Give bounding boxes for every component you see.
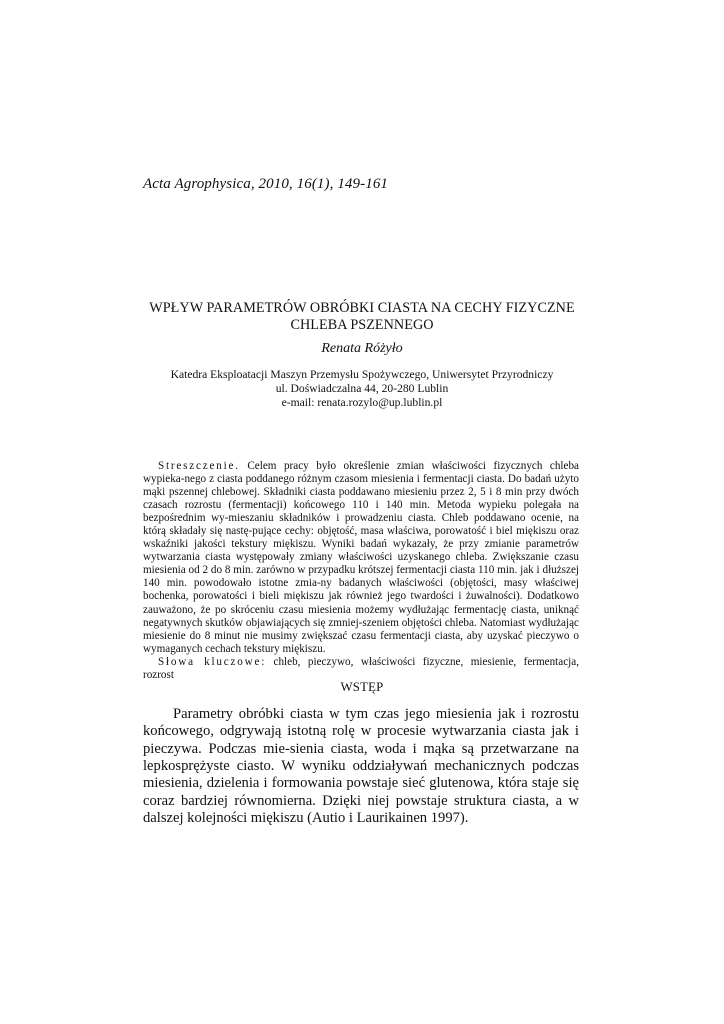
section-heading: WSTĘP (340, 680, 384, 694)
article-title-line-1: WPŁYW PARAMETRÓW OBRÓBKI CIASTA NA CECHY FIZYCZNE (149, 300, 575, 316)
body-paragraph: Parametry obróbki ciasta w tym czas jego miesienia jak i rozrostu końcowego, odgrywają istotną rolę w procesie wytwarzania ciasta jak i pieczywa. Podczas mie-sienia ciasta, woda i mąka są przetwarzane na lepkosprężyste ciasto. W wyniku oddziaływań mechanicznych podczas miesienia, dzielenia i formowania powstaje sieć glutenowa, która staje się coraz bardziej równomierna. Dzięki niej powstaje struktura ciasta, a w dalszej kolejności miękiszu (Autio i Laurikainen 1997). (143, 706, 579, 827)
author-name: Renata Różyło (321, 341, 403, 356)
journal-citation: Acta Agrophysica, 2010, 16(1), 149-161 (143, 176, 389, 192)
abstract-label: Streszczenie. (158, 460, 240, 472)
affiliation-email: e-mail: renata.rozylo@up.lublin.pl (281, 396, 443, 409)
keywords-text: chleb, pieczywo, właściwości fizyczne, miesienie, fermentacja, rozrost (143, 655, 579, 681)
keywords-label: Słowa kluczowe: (158, 655, 267, 668)
article-title-line-2: CHLEBA PSZENNEGO (290, 317, 434, 333)
abstract-paragraph (143, 460, 579, 656)
article-title (0, 300, 724, 334)
abstract-text: Celem pracy było określenie zmian właściwości fizycznych chleba wypieka-nego z ciasta poddanego różnym czasom miesienia i fermentacji ciasta. Do badań użyto mąki pszennej chlebowej. Składniki ciasta poddawano miesieniu przez 2, 5 i 8 min przy dwóch czasach rozrostu (fermentacji) końcowego 110 i 140 min. Metoda wypieku polegała na bezpośrednim wy-mieszaniu składników i prowadzeniu ciasta. Chleb poddawano ocenie, na którą składały się nastę-pujące cechy: objętość, masa właściwa, porowatość i biel miękiszu oraz wskaźniki jakości tekstury miękiszu. Wyniki badań wykazały, że przy zmianie parametrów wytwarzania ciasta występowały zmiany właściwości uzyskanego chleba. Zwiększanie czasu miesienia od 2 do 8 min. zarówno w przypadku krótszej fermentacji ciasta 110 min. jak i dłuższej 140 min. powodowało istotne zmia-ny badanych właściwości (objętości, masy właściwej bochenka, porowatości i bieli miękiszu jak również jego twardości i żuwalności). Dodatkowo zauważono, że po skróceniu czasu miesienia możemy wydłużając fermentację ciasta, uniknąć negatywnych skutków objawiających się zmniej-szeniem objętości chleba. Natomiast wydłużając miesienie do 8 minut nie musimy zwiększać czasu fermentacji ciasta, aby uzyskać pieczywo o wymaganych cechach tekstury miękiszu. (143, 460, 579, 655)
keywords-paragraph (143, 656, 579, 682)
body-text (143, 706, 579, 827)
affiliation-address: ul. Doświadczalna 44, 20-280 Lublin (275, 382, 449, 395)
affiliation (0, 368, 724, 410)
affiliation-department: Katedra Eksploatacji Maszyn Przemysłu Spożywczego, Uniwersytet Przyrodniczy (170, 368, 554, 381)
abstract (143, 460, 579, 682)
